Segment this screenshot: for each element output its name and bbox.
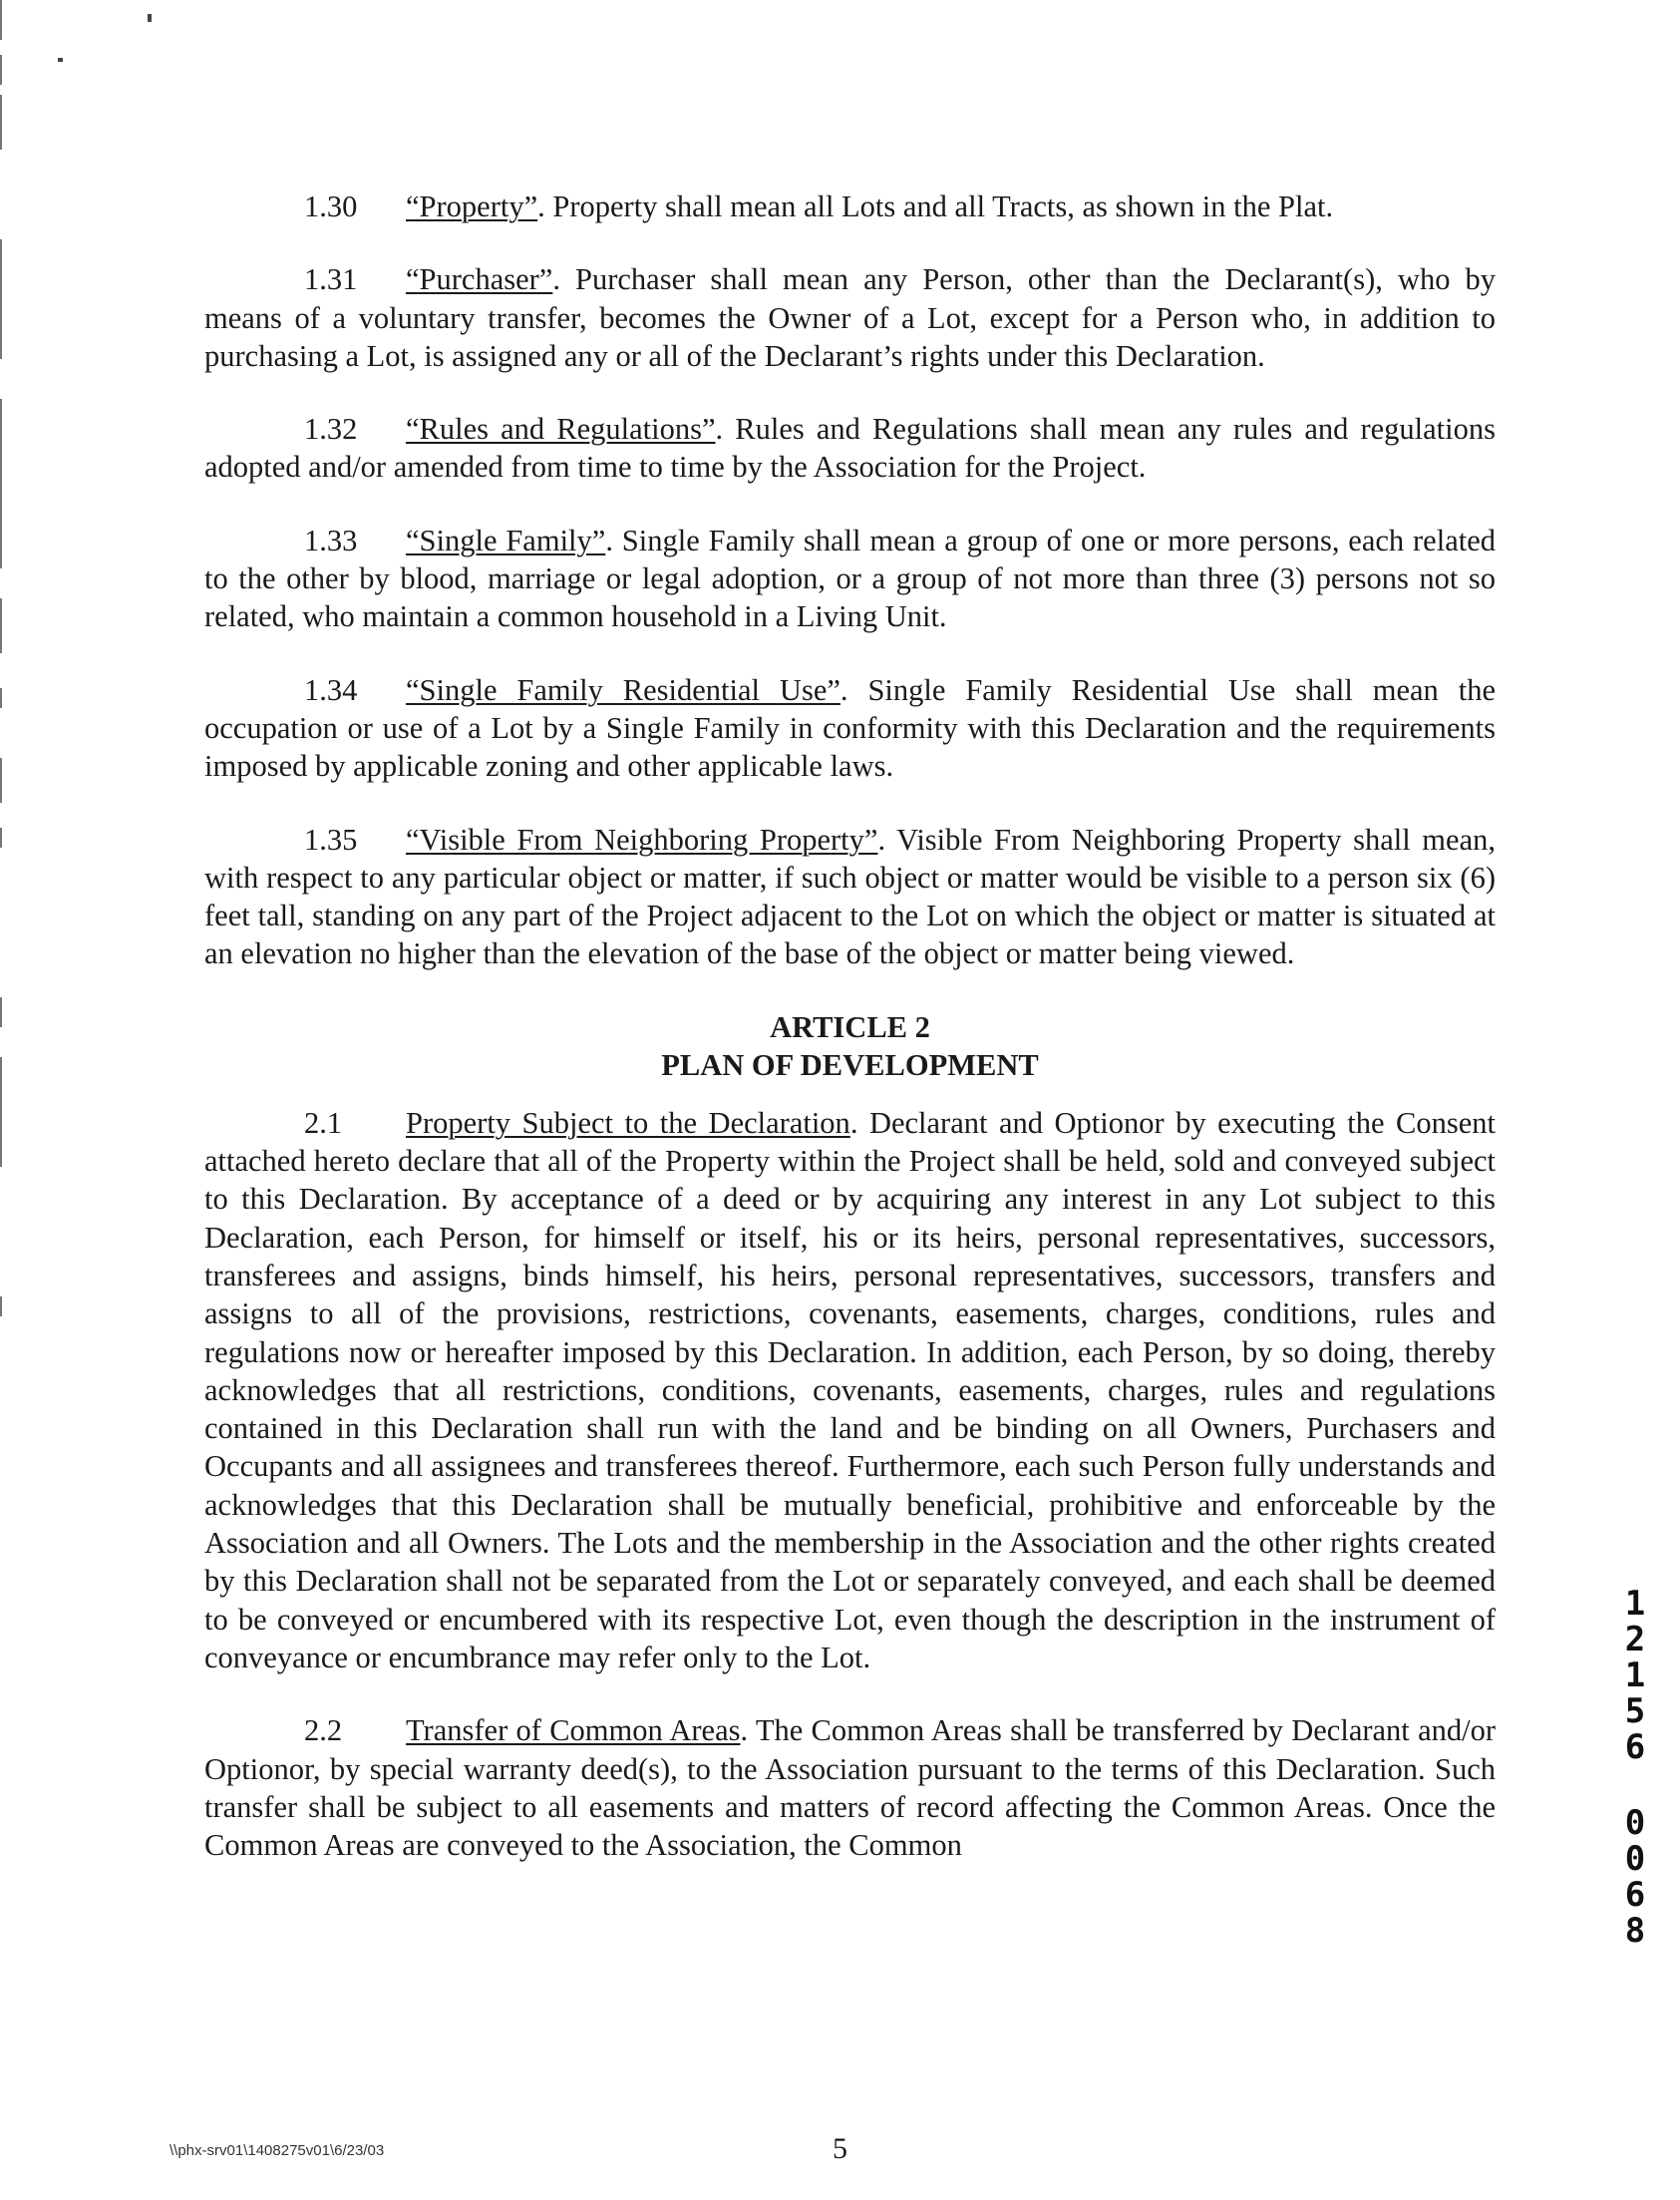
section-number: 2.2: [304, 1713, 343, 1748]
scan-speck: [148, 14, 152, 22]
stamp-digit: 0: [1624, 1803, 1646, 1843]
defined-term: “Single Family”: [406, 523, 606, 557]
definition-1-31: [204, 260, 1496, 375]
stamp-digit: 2: [1624, 1620, 1646, 1659]
article-number: ARTICLE 2: [770, 1009, 930, 1044]
section-number: 1.34: [304, 672, 358, 707]
definition-text: . Property shall mean all Lots and all Tracts, as shown in the Plat.: [537, 189, 1334, 223]
stamp-digit: 8: [1624, 1911, 1646, 1951]
section-title: Property Subject to the Declaration: [406, 1105, 850, 1140]
stamp-digit: 6: [1624, 1727, 1646, 1767]
section-number: 1.35: [304, 822, 358, 857]
article-title: PLAN OF DEVELOPMENT: [661, 1047, 1039, 1082]
section-number: 1.33: [304, 523, 358, 557]
stamp-digit: 5: [1624, 1691, 1646, 1731]
section-text: . The Common Areas shall be transferred by Declarant and/or Optionor, by special warranty deed(s), to the Association pursuant to the terms of this Declaration. Such transfer shall be subject to all easements and matters of record affecting the Common Areas. Once the Common Areas are conveyed to the Association, the Common: [204, 1713, 1496, 1863]
document-body: [204, 187, 1496, 1899]
definition-1-30: [204, 187, 1496, 225]
stamp-digit: 1: [1624, 1655, 1646, 1695]
stamp-digit: 6: [1624, 1875, 1646, 1915]
recording-number-stamp-bottom: [1615, 1805, 1655, 1949]
article-heading: [204, 1008, 1496, 1084]
definition-text: . Single Family Residential Use shall mean the occupation or use of a Lot by a Single Family in conformity with this Declaration and the requirements imposed by applicable zoning and other applicable laws.: [204, 672, 1496, 784]
definition-text: . Rules and Regulations shall mean any rules and regulations adopted and/or amended from time to time by the Association for the Project.: [204, 412, 1497, 485]
section-2-1: [204, 1104, 1496, 1676]
definition-text: . Purchaser shall mean any Person, other than the Declarant(s), who by means of a voluntary transfer, becomes the Owner of a Lot, except for a Person who, in addition to purchasing a Lot, is assigned any or all of the Declarant’s rights under this Declaration.: [204, 262, 1496, 373]
defined-term: “Rules and Regulations”: [406, 412, 716, 447]
section-number: 1.32: [304, 412, 358, 447]
page-number: 5: [833, 2132, 847, 2165]
definition-1-34: [204, 671, 1496, 786]
scan-speck: [58, 58, 63, 62]
defined-term: “Visible From Neighboring Property”: [406, 822, 878, 857]
stamp-digit: 1: [1624, 1584, 1646, 1624]
stamp-digit: 0: [1624, 1839, 1646, 1879]
definition-text: . Visible From Neighboring Property shall mean, with respect to any particular object or matter, if such object or matter would be visible to a person six (6) feet tall, standing on any part of the Project adjacent to the Lot on which the object or matter is situated at an elevation no higher than the elevation of the base of the object or matter being viewed.: [204, 822, 1496, 971]
section-number: 2.1: [304, 1105, 343, 1140]
definition-1-32: [204, 410, 1496, 487]
section-text: . Declarant and Optionor by executing the Consent attached hereto declare that all of the Property within the Project shall be held, sold and conveyed subject to this Declaration. By acceptance of a deed or by acquiring any interest in any Lot subject to this Declaration, each Person, for himself or itself, his or its heirs, personal representatives, successors, transferees and assigns, binds himself, his heirs, personal representatives, successors, transfers and assigns to all of the provisions, restrictions, covenants, easements, charges, conditions, rules and regulations now or hereafter imposed by this Declaration. In addition, each Person, by so doing, thereby acknowledges that all restrictions, conditions, covenants, easements, charges, rules and regulations contained in this Declaration shall run with the land and be binding on all Owners, Purchasers and Occupants and all assignees and transferees thereof. Furthermore, each such Person fully understands and acknowledges that this Declaration shall be mutually beneficial, prohibitive and enforceable by the Association and all Owners. The Lots and the membership in the Association and the other rights created by this Declaration shall not be separated from the Lot or separately conveyed, and each shall be deemed to be conveyed or encumbered with its respective Lot, even though the description in the instrument of conveyance or encumbrance may refer only to the Lot.: [204, 1105, 1497, 1674]
section-title: Transfer of Common Areas: [406, 1713, 741, 1748]
definition-1-35: [204, 821, 1496, 973]
scan-edge-marks: [0, 0, 12, 1326]
defined-term: “Purchaser”: [406, 262, 553, 297]
defined-term: “Single Family Residential Use”: [406, 672, 840, 707]
section-number: 1.30: [304, 189, 358, 223]
file-reference: \\phx-srv01\1408275v01\6/23/03: [169, 2142, 385, 2159]
definition-text: . Single Family shall mean a group of one or more persons, each related to the other by blood, marriage or legal adoption, or a group of not more than three (3) persons not so related, who maintain a common household in a Living Unit.: [204, 523, 1496, 634]
definition-1-33: [204, 522, 1496, 636]
section-number: 1.31: [304, 262, 358, 297]
recording-number-stamp-top: [1615, 1586, 1655, 1765]
section-2-2: [204, 1711, 1496, 1864]
defined-term: “Property”: [406, 189, 538, 223]
